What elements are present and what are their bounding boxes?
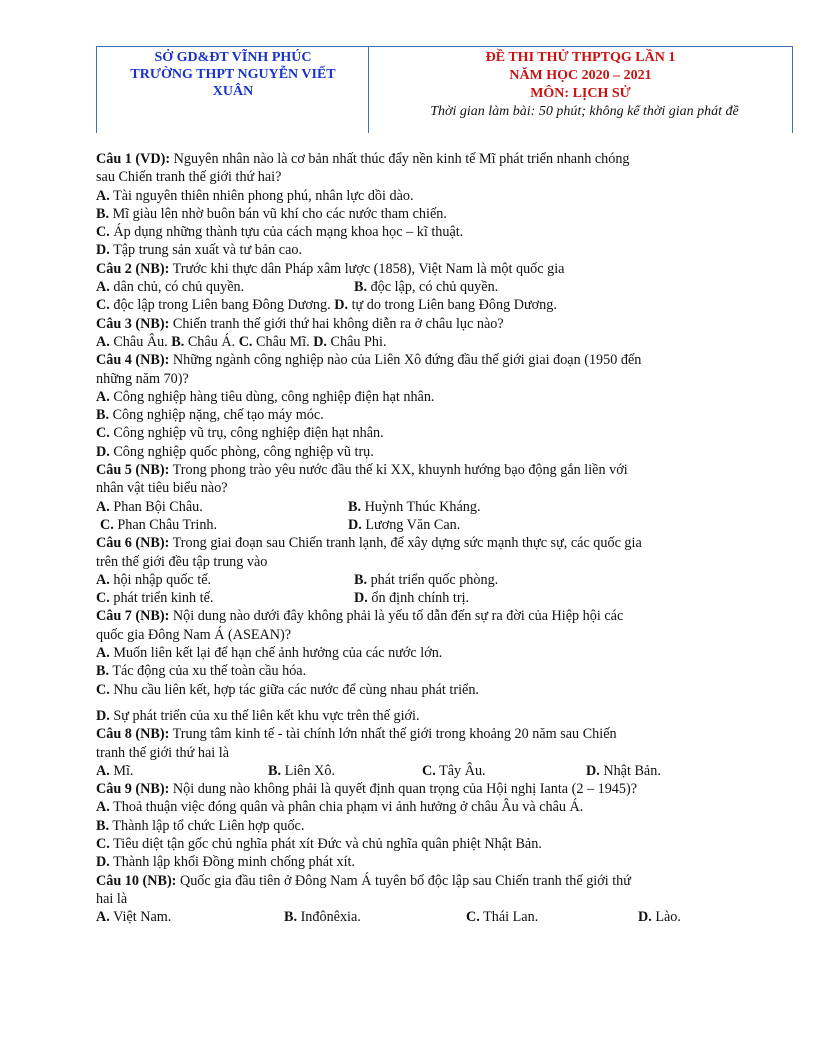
exam-title: ĐỀ THI THỬ THPTQG LẦN 1 — [485, 50, 676, 65]
option-b: B. Mĩ giàu lên nhờ buôn bán vũ khí cho các nước tham chiến. — [96, 205, 447, 222]
option-c: C. Áp dụng những thành tựu của cách mạng khoa học – kĩ thuật. — [96, 224, 464, 241]
options-ab — [96, 498, 726, 516]
question-text: Những ngành công nghiệp nào của Liên Xô đứng đầu thế giới giai đoạn (1950 đến — [169, 352, 642, 369]
question-1-stem-cont: sau Chiến tranh thế giới thứ hai? — [96, 169, 282, 186]
option-a: A. Mĩ. — [96, 762, 134, 779]
option-b: B. độc lập, có chủ quyền. — [354, 279, 499, 296]
option-a: A. Phan Bội Châu. — [96, 498, 203, 515]
exam-info — [368, 46, 793, 133]
question-label: Câu 9 (NB): — [96, 781, 170, 798]
option-b: B. Liên Xô. — [268, 762, 335, 779]
option-b: B. phát triển quốc phòng. — [354, 571, 499, 588]
question-label: Câu 4 (NB): — [96, 352, 170, 369]
option-c: C. Thái Lan. — [466, 909, 539, 926]
question-label: Câu 6 (NB): — [96, 535, 170, 552]
question-4-stem-cont: những năm 70)? — [96, 370, 189, 387]
options-ab — [96, 278, 726, 296]
option-d: D. ổn định chính trị. — [354, 590, 470, 607]
option-b: Châu Á. — [187, 333, 236, 350]
option-a: A. dân chủ, có chủ quyền. — [96, 279, 245, 296]
exam-header — [96, 46, 792, 132]
question-1-stem — [96, 150, 726, 168]
option-d: D. Lương Văn Can. — [348, 516, 461, 533]
question-10-stem-cont: hai là — [96, 890, 128, 907]
question-text: Nguyên nhân nào là cơ bản nhất thúc đẩy nền kinh tế Mĩ phát triển nhanh chóng — [170, 151, 630, 167]
option-d: D. Nhật Bản. — [586, 762, 661, 779]
options-abcd — [96, 762, 726, 780]
question-text: Trong giai đoạn sau Chiến tranh lạnh, để xây dựng sức mạnh thực sự, các quốc gia — [169, 535, 642, 552]
department-name: SỞ GD&ĐT VĨNH PHÚC — [154, 50, 312, 65]
question-label: Câu 1 (VD): — [96, 151, 171, 167]
school-year: NĂM HỌC 2020 – 2021 — [509, 68, 652, 83]
option-d: D. Lào. — [638, 909, 681, 926]
question-label: Câu 8 (NB): — [96, 726, 170, 743]
question-9-stem — [96, 780, 726, 798]
options-cd — [96, 516, 726, 534]
option-a: A. Việt Nam. — [96, 909, 172, 926]
exam-duration: Thời gian làm bài: 50 phút; không kể thời gian phát đề — [430, 104, 739, 119]
option-c: C. phát triển kinh tế. — [96, 590, 214, 607]
question-5-stem — [96, 461, 726, 479]
option-c: C. Nhu cầu liên kết, hợp tác giữa các nước để cùng nhau phát triển. — [96, 681, 479, 698]
options-cd: C. độc lập trong Liên bang Đông Dương. D. tự do trong Liên bang Đông Dương. — [96, 297, 557, 314]
question-5-stem-cont: nhân vật tiêu biểu nào? — [96, 480, 228, 497]
option-a: A. Công nghiệp hàng tiêu dùng, công nghiệp điện hạt nhân. — [96, 388, 435, 405]
option-c: C. Tây Âu. — [422, 762, 486, 779]
option-b: B. Thành lập tổ chức Liên hợp quốc. — [96, 817, 305, 834]
option-d: D. Sự phát triển của xu thế liên kết khu vực trên thế giới. — [96, 707, 420, 724]
question-text: Quốc gia đầu tiên ở Đông Nam Á tuyên bố độc lập sau Chiến tranh thế giới thứ — [176, 872, 631, 889]
question-text: Chiến tranh thế giới thứ hai không diễn ra ở châu lục nào? — [169, 315, 504, 332]
question-2-stem — [96, 260, 726, 278]
option-a: A. hội nhập quốc tế. — [96, 571, 212, 588]
question-7-stem — [96, 607, 726, 625]
option-d: D. Thành lập khối Đồng minh chống phát xít. — [96, 854, 356, 871]
question-label: Câu 2 (NB): — [96, 260, 170, 277]
option-b: B. Tác động của xu thế toàn cầu hóa. — [96, 663, 307, 680]
question-list — [96, 150, 726, 926]
option-c: C. Phan Châu Trinh. — [100, 516, 218, 533]
option-b: B. Công nghiệp nặng, chế tạo máy móc. — [96, 407, 324, 424]
question-8-stem — [96, 725, 726, 743]
question-text: Trước khi thực dân Pháp xâm lược (1858), Việt Nam là một quốc gia — [169, 260, 565, 277]
option-d: tự do trong Liên bang Đông Dương. — [351, 297, 557, 314]
options-cd — [96, 589, 726, 607]
question-text: Nội dung nào dưới đây không phải là yếu tố dẫn đến sự ra đời của Hiệp hội các — [169, 608, 624, 625]
option-b: B. Huỳnh Thúc Kháng. — [348, 498, 481, 515]
question-text: Nội dung nào không phải là quyết định quan trọng của Hội nghị Ianta (2 – 1945)? — [169, 781, 638, 798]
question-label: Câu 10 (NB): — [96, 872, 177, 889]
option-a: Châu Âu. — [113, 333, 168, 350]
question-text: Trong phong trào yêu nước đầu thế kỉ XX, khuynh hướng bạo động gắn liền với — [169, 462, 628, 479]
options-abcd — [96, 908, 726, 926]
question-3-stem — [96, 315, 726, 333]
option-a: A. Muốn liên kết lại để hạn chế ảnh hưởng của các nước lớn. — [96, 645, 443, 662]
option-c: C. Công nghiệp vũ trụ, công nghiệp điện hạt nhân. — [96, 425, 384, 442]
question-10-stem — [96, 872, 726, 890]
question-8-stem-cont: tranh thế giới thứ hai là — [96, 744, 229, 761]
question-label: Câu 3 (NB): — [96, 315, 170, 332]
question-text: Trung tâm kinh tế - tài chính lớn nhất thế giới trong khoảng 20 năm sau Chiến — [169, 726, 617, 743]
subject: MÔN: LỊCH SỬ — [530, 86, 631, 101]
option-a: A. Thoả thuận việc đóng quân và phân chia phạm vi ảnh hưởng ở châu Âu và châu Á. — [96, 799, 584, 816]
school-info — [96, 46, 369, 133]
school-name-line2: XUÂN — [212, 84, 254, 99]
option-b: B. Inđônêxia. — [284, 909, 361, 926]
option-c: độc lập trong Liên bang Đông Dương. — [113, 297, 331, 314]
question-7-stem-cont: quốc gia Đông Nam Á (ASEAN)? — [96, 626, 292, 643]
school-name-line1: TRƯỜNG THPT NGUYỄN VIẾT — [130, 67, 336, 82]
option-c: Châu Mĩ. — [256, 333, 310, 350]
option-c: C. Tiêu diệt tận gốc chủ nghĩa phát xít Đức và chủ nghĩa quân phiệt Nhật Bản. — [96, 835, 542, 852]
options-ab — [96, 571, 726, 589]
option-a: A. Tài nguyên thiên nhiên phong phú, nhân lực dồi dào. — [96, 187, 414, 204]
option-d: D. Công nghiệp quốc phòng, công nghiệp vũ trụ. — [96, 443, 374, 460]
question-label: Câu 5 (NB): — [96, 462, 170, 479]
options-abcd: A. Châu Âu. B. Châu Á. C. Châu Mĩ. D. Châu Phi. — [96, 333, 387, 350]
question-4-stem — [96, 351, 726, 369]
option-d: Châu Phi. — [330, 333, 387, 350]
question-label: Câu 7 (NB): — [96, 608, 170, 625]
question-6-stem-cont: trên thế giới đều tập trung vào — [96, 553, 268, 570]
question-6-stem — [96, 534, 726, 552]
option-d: D. Tập trung sản xuất và tư bản cao. — [96, 242, 303, 259]
